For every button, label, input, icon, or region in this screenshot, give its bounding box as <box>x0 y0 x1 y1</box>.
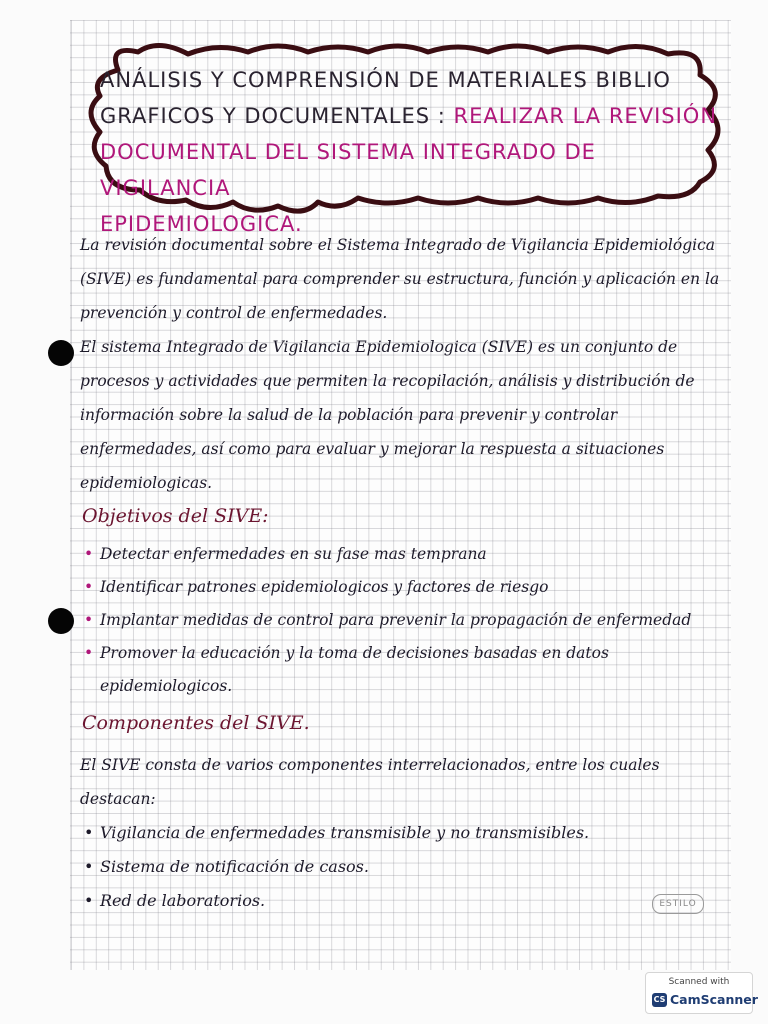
title-line-1: ANÁLISIS Y COMPRENSIÓN DE MATERIALES BIBLIO <box>100 68 671 92</box>
objetivos-heading: Objetivos del SIVE: <box>82 505 269 527</box>
title-line-2-pink: REALIZAR LA REVISIÓN <box>453 104 718 128</box>
componentes-list <box>82 816 722 918</box>
list-item: • Implantar medidas de control para prevenir la propagación de enfermedad <box>82 604 730 637</box>
bullet-icon: • <box>84 611 94 629</box>
list-item: • Red de laboratorios. <box>82 884 722 918</box>
list-item: • Vigilancia de enfermedades transmisible y no transmisibles. <box>82 816 722 850</box>
binder-hole-icon <box>48 608 74 634</box>
list-item: • Sistema de notificación de casos. <box>82 850 722 884</box>
title-line-2 <box>100 98 720 134</box>
bullet-icon: • <box>84 578 94 596</box>
componentes-heading: Componentes del SIVE. <box>82 712 310 734</box>
binder-hole-icon <box>48 340 74 366</box>
title-line-2-dark: GRAFICOS Y DOCUMENTALES : <box>100 104 446 128</box>
camscanner-watermark <box>645 972 758 1014</box>
intro-paragraph-2: El sistema Integrado de Vigilancia Epidemiologica (SIVE) es un conjunto de procesos y actividades que permiten la recopilación, análisis y distribución de información sobre la salud de la población para prevenir y controlar enfermedades, así como para evaluar y mejorar la respuesta a situaciones epidemiologicas. <box>80 338 695 492</box>
list-item: • Identificar patrones epidemiologicos y factores de riesgo <box>82 571 730 604</box>
bullet-icon: • <box>84 857 94 876</box>
bullet-icon: • <box>84 823 94 842</box>
title-line-3: DOCUMENTAL DEL SISTEMA INTEGRADO DE VIGILANCIA <box>100 140 596 200</box>
componentes-intro: El SIVE consta de varios componentes interrelacionados, entre los cuales destacan: <box>80 756 660 808</box>
list-item: • Detectar enfermedades en su fase mas temprana <box>82 538 730 571</box>
list-item: • Promover la educación y la toma de decisiones basadas en datos epidemiologicos. <box>82 637 730 703</box>
objetivos-list <box>82 538 730 703</box>
scanner-brand: CamScanner <box>670 992 758 1007</box>
camscanner-logo-icon: CS <box>652 993 667 1007</box>
scanner-caption: Scanned with <box>668 977 730 987</box>
page-title <box>100 62 720 242</box>
intro-paragraph-1: La revisión documental sobre el Sistema Integrado de Vigilancia Epidemiológica (SIVE) es fundamental para comprender su estructura, función y aplicación en la prevención y control de enfermedades. <box>80 236 720 322</box>
bullet-icon: • <box>84 891 94 910</box>
bullet-icon: • <box>84 545 94 563</box>
estilo-stamp: ESTILO <box>652 894 704 914</box>
title-line-4: EPIDEMIOLOGICA. <box>100 212 303 236</box>
bullet-icon: • <box>84 644 94 662</box>
